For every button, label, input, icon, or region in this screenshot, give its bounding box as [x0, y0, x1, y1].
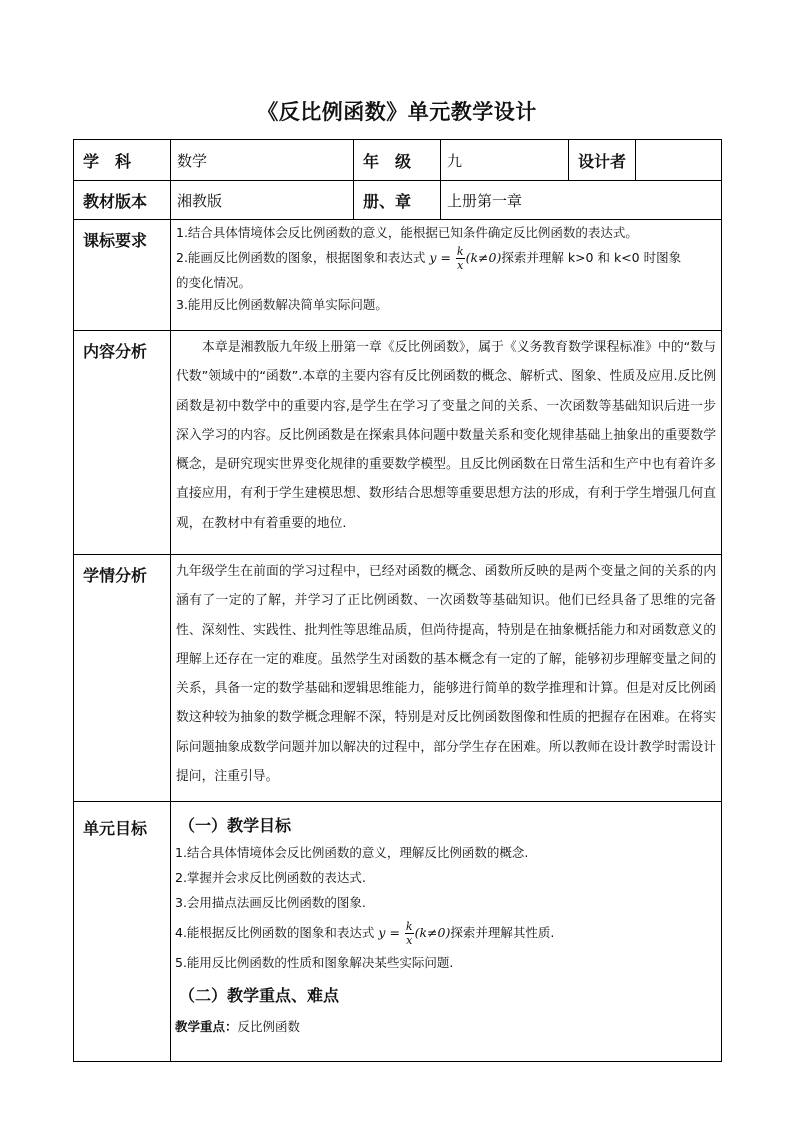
volume-value: 上册第一章 — [441, 181, 722, 220]
goal-formula-denominator: x — [406, 934, 413, 947]
subject-value: 数学 — [171, 140, 354, 181]
row-content-analysis — [74, 331, 722, 555]
curriculum-line-1: 1.结合具体情境体会反比例函数的意义，能根据已知条件确定反比例函数的表达式。 — [176, 225, 638, 240]
curriculum-label: 课标要求 — [74, 220, 171, 331]
curriculum-line-2-pre: 2.能画反比例函数的图象，根据图象和表达式 — [176, 250, 426, 265]
goal-3: 3.会用描点法画反比例函数的图象. — [175, 895, 366, 910]
key-point-line — [175, 1016, 716, 1038]
goal-4-post: 探索并理解其性质. — [450, 925, 555, 940]
key-point-value: 反比例函数 — [237, 1019, 301, 1034]
curriculum-line-3: 的变化情况。 — [176, 275, 252, 290]
row-unit-goals — [74, 802, 722, 1062]
student-analysis-cell — [171, 555, 722, 802]
content-analysis-text: 本章是湘教版九年级上册第一章《反比例函数》，属于《义务教育数学课程标准》中的“数与代数”领域中的“函数”.本章的主要内容有反比例函数的概念、解析式、图象、性质及应用.反比例函数是初中数学中的重要内容,是学生在学习了变量之间的关系、一次函数等基础知识后进一步深入学习的内容。反比例函数是在探索具体问题中数量关系和变化规律基础上抽象出的重要数学概念，是研究现实世界变化规律的重要数学模型。且反比例函数在日常生活和生产中也有着许多直接应用，有利于学生建模思想、数形结合思想等重要思想方法的形成，有利于学生增强几何直观，在教材中有着重要的地位. — [176, 340, 716, 531]
document-title: 《反比例函数》单元教学设计 — [257, 100, 537, 124]
student-analysis-label: 学情分析 — [74, 555, 171, 802]
subject-label: 学 科 — [74, 140, 171, 181]
goal-formula-fraction — [405, 921, 414, 946]
grade-value: 九 — [441, 140, 569, 181]
content-analysis-label: 内容分析 — [74, 331, 171, 555]
unit-goals-label: 单元目标 — [74, 802, 171, 1062]
row-student-analysis — [74, 555, 722, 802]
volume-label: 册、章 — [354, 181, 441, 220]
designer-value — [636, 140, 722, 181]
curriculum-line-4: 3.能用反比例函数解决简单实际问题。 — [176, 297, 388, 312]
row-subject — [74, 140, 722, 181]
formula-numerator: k — [456, 245, 464, 258]
formula-lhs: y = — [429, 250, 451, 265]
content-analysis-cell — [171, 331, 722, 555]
formula-fraction — [456, 246, 465, 271]
goal-formula-lhs: y = — [378, 925, 400, 940]
goal-formula-numerator: k — [405, 920, 413, 933]
formula-denominator: x — [457, 259, 464, 272]
curriculum-line-2-post: 探索并理解 k>0 和 k<0 时图象 — [501, 250, 682, 265]
goal-5: 5.能用反比例函数的性质和图象解决某些实际问题. — [175, 955, 454, 970]
goal-formula-condition: (k≠0) — [414, 925, 451, 940]
goal-4 — [175, 920, 716, 946]
goal-1: 1.结合具体情境体会反比例函数的意义，理解反比例函数的概念. — [175, 845, 529, 860]
edition-label: 教材版本 — [74, 181, 171, 220]
design-table — [73, 139, 722, 1062]
curriculum-line-2 — [176, 244, 715, 272]
key-point-label: 教学重点： — [175, 1019, 238, 1034]
key-points-heading: （二）教学重点、难点 — [179, 986, 340, 1005]
teaching-goals-heading: （一）教学目标 — [179, 816, 292, 835]
row-edition — [74, 181, 722, 220]
designer-label: 设计者 — [569, 140, 636, 181]
goal-2: 2.掌握并会求反比例函数的表达式. — [175, 870, 366, 885]
edition-value: 湘教版 — [171, 181, 354, 220]
unit-goals-content — [171, 802, 722, 1062]
curriculum-content — [171, 220, 722, 331]
grade-label: 年 级 — [354, 140, 441, 181]
formula-condition: (k≠0) — [465, 250, 502, 265]
goal-4-pre: 4.能根据反比例函数的图象和表达式 — [175, 925, 375, 940]
row-curriculum — [74, 220, 722, 331]
student-analysis-text: 九年级学生在前面的学习过程中，已经对函数的概念、函数所反映的是两个变量之间的关系的内涵有了一定的了解，并学习了正比例函数、一次函数等基础知识。他们已经具备了思维的完备性、深刻性、实践性、批判性等思维品质，但尚待提高，特别是在抽象概括能力和对函数意义的理解上还存在一定的难度。虽然学生对函数的基本概念有一定的了解，能够初步理解变量之间的关系，具备一定的数学基础和逻辑思维能力，能够进行简单的数学推理和计算。但是对反比例函数这种较为抽象的数学概念理解不深，特别是对反比例函数图像和性质的把握存在困难。在将实际问题抽象成数学问题并加以解决的过程中，部分学生存在困难。所以教师在设计教学时需设计提问，注重引导。 — [176, 564, 716, 785]
